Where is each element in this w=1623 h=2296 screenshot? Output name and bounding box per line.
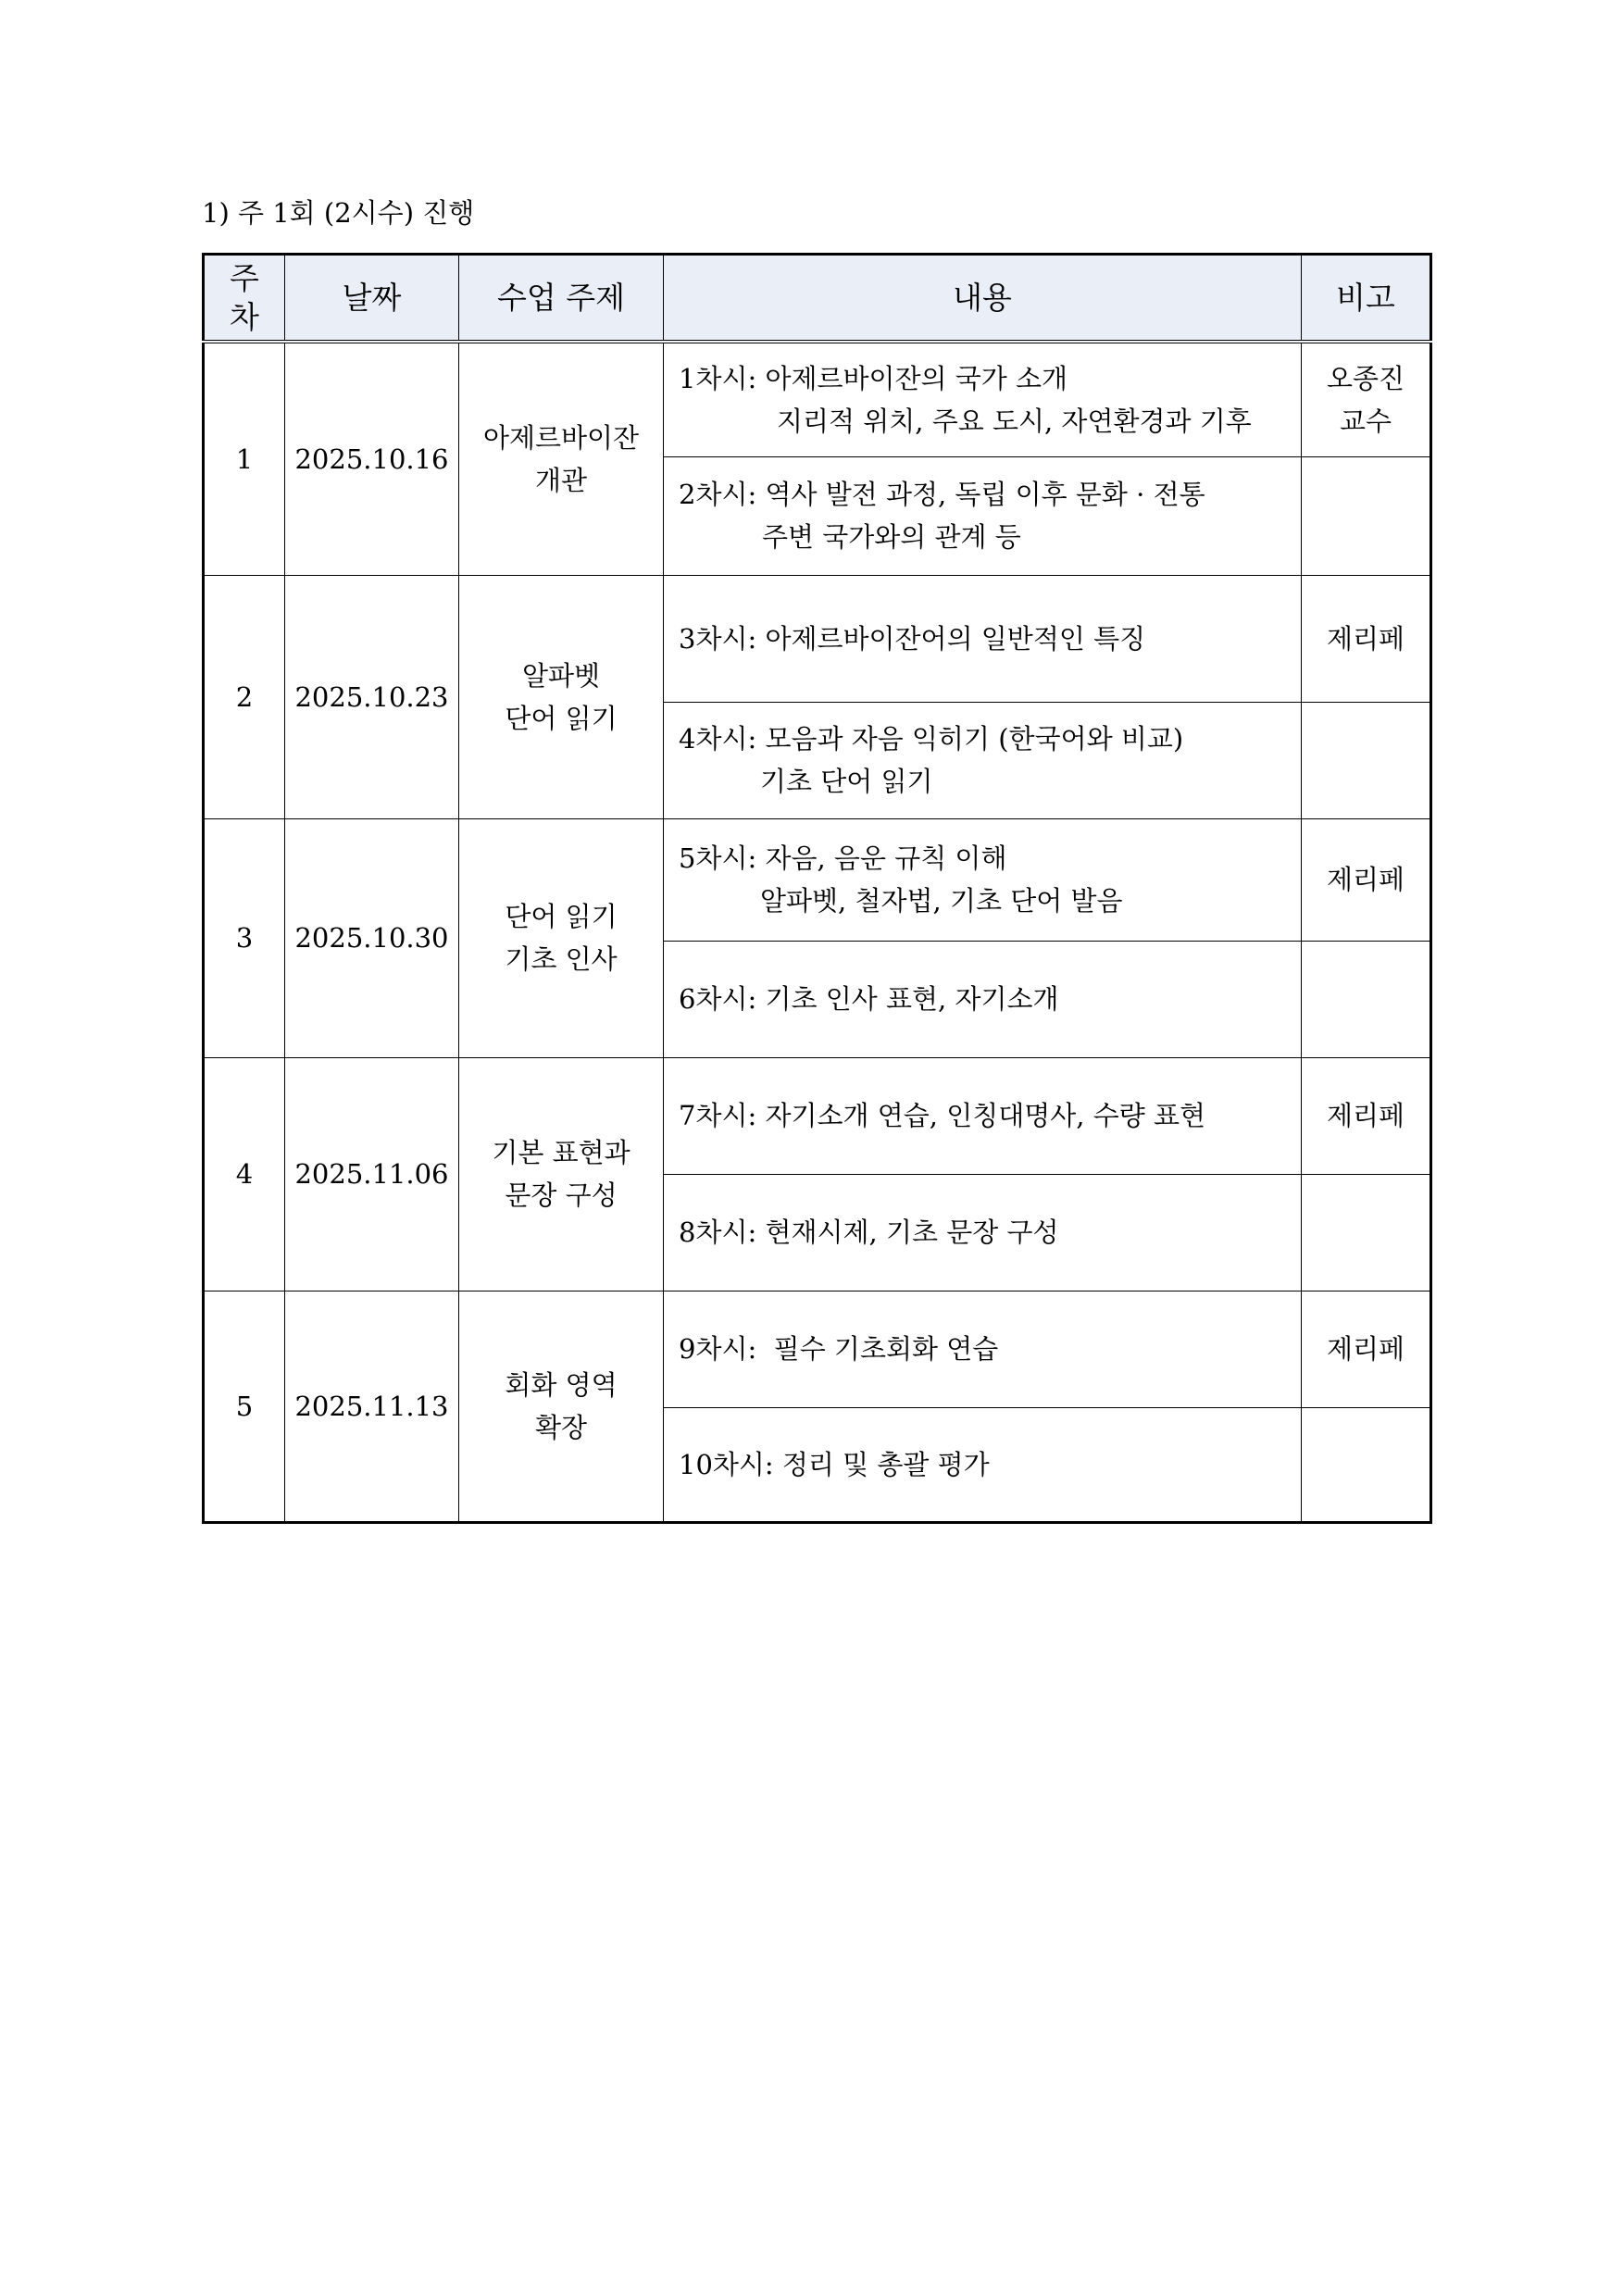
course-schedule-table bbox=[202, 253, 1432, 1524]
session-content: 7차시: 자기소개 연습, 인칭대명사, 수량 표현 bbox=[664, 1057, 1302, 1174]
week-date: 2025.11.13 bbox=[285, 1291, 459, 1522]
week-number: 5 bbox=[204, 1291, 285, 1522]
session-content: 8차시: 현재시제, 기초 문장 구성 bbox=[664, 1174, 1302, 1291]
session-note: 오종진 교수 bbox=[1302, 342, 1431, 456]
table-row bbox=[204, 342, 1431, 456]
session-content: 5차시: 자음, 음운 규칙 이해 알파벳, 철자법, 기초 단어 발음 bbox=[664, 818, 1302, 941]
week-number: 2 bbox=[204, 575, 285, 818]
week-topic: 단어 읽기 기초 인사 bbox=[459, 818, 664, 1057]
session-content: 10차시: 정리 및 총괄 평가 bbox=[664, 1407, 1302, 1522]
header-content: 내용 bbox=[664, 255, 1302, 343]
session-note bbox=[1302, 1174, 1431, 1291]
table-row bbox=[204, 1057, 1431, 1174]
week-number: 1 bbox=[204, 342, 285, 575]
week-number: 4 bbox=[204, 1057, 285, 1291]
session-content: 3차시: 아제르바이잔어의 일반적인 특징 bbox=[664, 575, 1302, 702]
week-topic: 아제르바이잔 개관 bbox=[459, 342, 664, 575]
table-row bbox=[204, 575, 1431, 702]
week-date: 2025.10.30 bbox=[285, 818, 459, 1057]
table-row bbox=[204, 818, 1431, 941]
week-topic: 기본 표현과 문장 구성 bbox=[459, 1057, 664, 1291]
week-date: 2025.11.06 bbox=[285, 1057, 459, 1291]
session-note: 제리페 bbox=[1302, 1057, 1431, 1174]
session-content: 6차시: 기초 인사 표현, 자기소개 bbox=[664, 941, 1302, 1057]
session-note bbox=[1302, 456, 1431, 575]
week-date: 2025.10.16 bbox=[285, 342, 459, 575]
session-note: 제리페 bbox=[1302, 1291, 1431, 1407]
header-week: 주 차 bbox=[204, 255, 285, 343]
session-note bbox=[1302, 941, 1431, 1057]
header-note: 비고 bbox=[1302, 255, 1431, 343]
week-date: 2025.10.23 bbox=[285, 575, 459, 818]
session-note: 제리페 bbox=[1302, 818, 1431, 941]
session-content: 1차시: 아제르바이잔의 국가 소개 지리적 위치, 주요 도시, 자연환경과 기후 bbox=[664, 342, 1302, 456]
header-topic: 수업 주제 bbox=[459, 255, 664, 343]
session-note bbox=[1302, 1407, 1431, 1522]
session-note: 제리페 bbox=[1302, 575, 1431, 702]
session-content: 4차시: 모음과 자음 익히기 (한국어와 비교) 기초 단어 읽기 bbox=[664, 702, 1302, 818]
week-number: 3 bbox=[204, 818, 285, 1057]
session-note bbox=[1302, 702, 1431, 818]
table-header-row bbox=[204, 255, 1431, 343]
week-topic: 회화 영역 확장 bbox=[459, 1291, 664, 1522]
header-date: 날짜 bbox=[285, 255, 459, 343]
session-content: 2차시: 역사 발전 과정, 독립 이후 문화 · 전통 주변 국가와의 관계 등 bbox=[664, 456, 1302, 575]
section-heading: 1) 주 1회 (2시수) 진행 bbox=[202, 197, 475, 229]
week-topic: 알파벳 단어 읽기 bbox=[459, 575, 664, 818]
table-row bbox=[204, 1291, 1431, 1407]
session-content: 9차시: 필수 기초회화 연습 bbox=[664, 1291, 1302, 1407]
